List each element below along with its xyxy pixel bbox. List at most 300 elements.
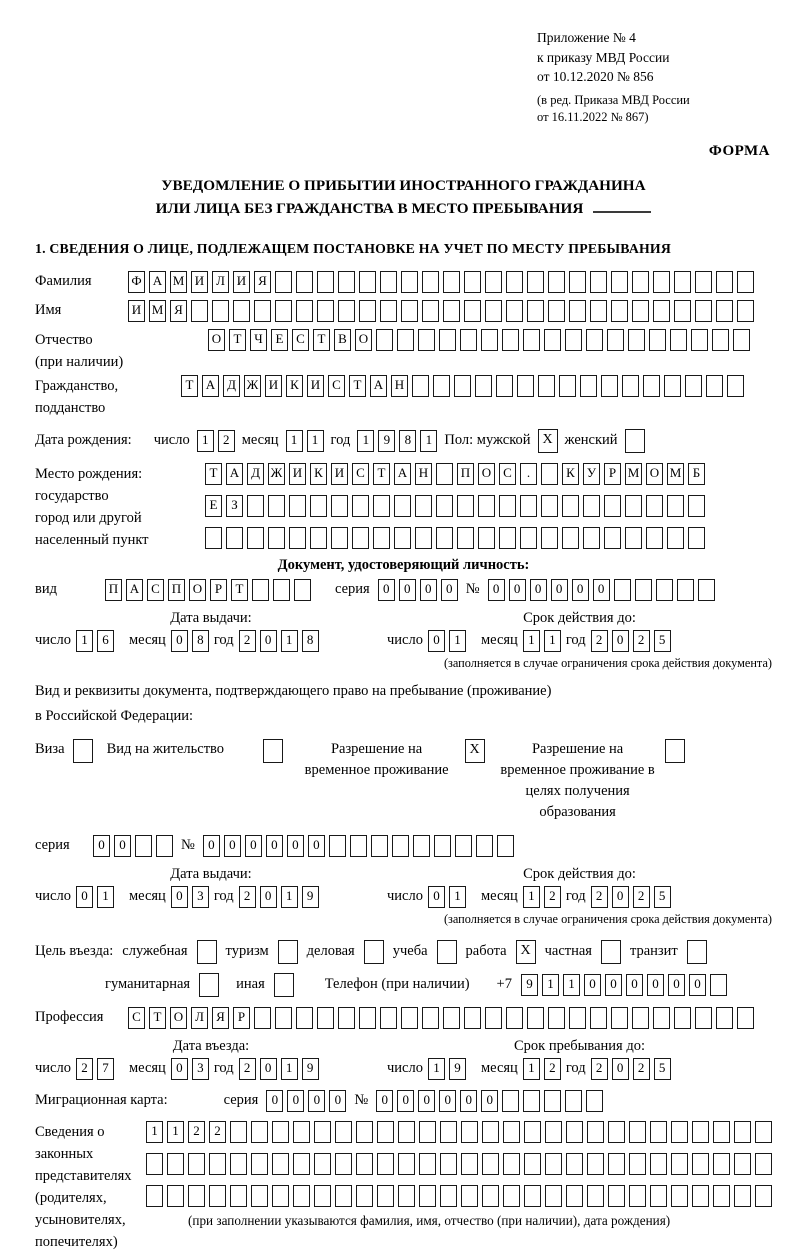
char-cell[interactable]: 1 (420, 430, 437, 452)
char-cell[interactable] (499, 495, 516, 517)
char-cell[interactable]: Р (604, 463, 621, 485)
char-cell[interactable]: М (149, 300, 166, 322)
char-cell[interactable] (565, 329, 582, 351)
char-cell[interactable] (475, 375, 492, 397)
char-cell[interactable]: 0 (420, 579, 437, 601)
char-cell[interactable]: 2 (633, 630, 650, 652)
char-cell[interactable] (755, 1153, 772, 1175)
patronymic-input[interactable] (208, 329, 750, 351)
char-cell[interactable]: 3 (192, 1058, 209, 1080)
char-cell[interactable]: С (352, 463, 369, 485)
char-cell[interactable] (586, 1090, 603, 1112)
char-cell[interactable] (566, 1153, 583, 1175)
char-cell[interactable]: 0 (266, 1090, 283, 1112)
char-cell[interactable]: 2 (239, 886, 256, 908)
char-cell[interactable]: 2 (209, 1121, 226, 1143)
char-cell[interactable]: О (646, 463, 663, 485)
char-cell[interactable] (289, 495, 306, 517)
char-cell[interactable]: Ф (128, 271, 145, 293)
char-cell[interactable] (653, 1007, 670, 1029)
char-cell[interactable]: Р (233, 1007, 250, 1029)
char-cell[interactable] (412, 375, 429, 397)
char-cell[interactable] (692, 1185, 709, 1207)
char-cell[interactable] (392, 835, 409, 857)
char-cell[interactable]: 1 (428, 1058, 445, 1080)
res-issue-month-input[interactable] (171, 886, 209, 908)
char-cell[interactable] (527, 300, 544, 322)
entry-day-input[interactable] (76, 1058, 114, 1080)
char-cell[interactable] (755, 1121, 772, 1143)
char-cell[interactable] (439, 329, 456, 351)
char-cell[interactable] (296, 271, 313, 293)
char-cell[interactable]: 1 (281, 1058, 298, 1080)
res-issue-day-input[interactable] (76, 886, 114, 908)
char-cell[interactable] (506, 1007, 523, 1029)
char-cell[interactable] (629, 1153, 646, 1175)
char-cell[interactable] (356, 1121, 373, 1143)
char-cell[interactable] (377, 1121, 394, 1143)
char-cell[interactable]: 9 (302, 1058, 319, 1080)
char-cell[interactable]: Р (210, 579, 227, 601)
char-cell[interactable]: Я (212, 1007, 229, 1029)
char-cell[interactable] (329, 835, 346, 857)
char-cell[interactable] (590, 300, 607, 322)
char-cell[interactable] (356, 1153, 373, 1175)
char-cell[interactable]: О (189, 579, 206, 601)
char-cell[interactable] (653, 271, 670, 293)
char-cell[interactable]: 2 (633, 886, 650, 908)
char-cell[interactable] (418, 329, 435, 351)
char-cell[interactable]: И (191, 271, 208, 293)
char-cell[interactable] (422, 300, 439, 322)
char-cell[interactable] (376, 329, 393, 351)
birthplace-input-line2[interactable] (205, 495, 705, 517)
char-cell[interactable]: 0 (530, 579, 547, 601)
char-cell[interactable] (583, 527, 600, 549)
char-cell[interactable] (401, 1007, 418, 1029)
char-cell[interactable] (503, 1153, 520, 1175)
gender-female-checkbox[interactable] (625, 429, 645, 453)
char-cell[interactable]: Е (205, 495, 222, 517)
char-cell[interactable]: 9 (449, 1058, 466, 1080)
profession-input[interactable] (128, 1007, 754, 1029)
char-cell[interactable] (569, 1007, 586, 1029)
char-cell[interactable]: С (292, 329, 309, 351)
birth-year-input[interactable] (357, 430, 437, 452)
char-cell[interactable]: С (128, 1007, 145, 1029)
char-cell[interactable] (713, 1185, 730, 1207)
char-cell[interactable] (230, 1121, 247, 1143)
char-cell[interactable] (497, 835, 514, 857)
char-cell[interactable] (272, 1153, 289, 1175)
char-cell[interactable] (482, 1121, 499, 1143)
char-cell[interactable]: С (147, 579, 164, 601)
representatives-input-line3[interactable] (146, 1185, 772, 1207)
char-cell[interactable] (737, 271, 754, 293)
char-cell[interactable] (464, 300, 481, 322)
doc-expiry-year-input[interactable] (591, 630, 671, 652)
char-cell[interactable] (611, 300, 628, 322)
char-cell[interactable] (604, 527, 621, 549)
char-cell[interactable] (135, 835, 152, 857)
char-cell[interactable] (587, 1121, 604, 1143)
char-cell[interactable] (317, 300, 334, 322)
char-cell[interactable] (650, 1153, 667, 1175)
char-cell[interactable]: 2 (591, 886, 608, 908)
char-cell[interactable]: 1 (523, 886, 540, 908)
purpose-private-checkbox[interactable] (601, 940, 621, 964)
gender-male-checkbox[interactable]: X (538, 429, 558, 453)
char-cell[interactable] (586, 329, 603, 351)
char-cell[interactable] (146, 1185, 163, 1207)
char-cell[interactable] (566, 1121, 583, 1143)
char-cell[interactable]: 0 (460, 1090, 477, 1112)
char-cell[interactable] (251, 1153, 268, 1175)
char-cell[interactable] (275, 300, 292, 322)
char-cell[interactable] (604, 495, 621, 517)
char-cell[interactable] (440, 1185, 457, 1207)
char-cell[interactable]: 2 (218, 430, 235, 452)
char-cell[interactable] (209, 1185, 226, 1207)
char-cell[interactable] (737, 1007, 754, 1029)
char-cell[interactable] (251, 1185, 268, 1207)
doc-series-input[interactable] (378, 579, 458, 601)
char-cell[interactable] (314, 1153, 331, 1175)
char-cell[interactable] (502, 1090, 519, 1112)
char-cell[interactable]: 0 (428, 886, 445, 908)
char-cell[interactable] (455, 835, 472, 857)
char-cell[interactable] (565, 1090, 582, 1112)
char-cell[interactable] (713, 1121, 730, 1143)
purpose-work-checkbox[interactable]: X (516, 940, 536, 964)
char-cell[interactable]: 0 (329, 1090, 346, 1112)
char-cell[interactable] (674, 1007, 691, 1029)
char-cell[interactable] (338, 1007, 355, 1029)
char-cell[interactable] (548, 300, 565, 322)
char-cell[interactable]: Е (271, 329, 288, 351)
char-cell[interactable] (273, 579, 290, 601)
char-cell[interactable] (377, 1153, 394, 1175)
char-cell[interactable]: 0 (260, 630, 277, 652)
char-cell[interactable] (629, 1121, 646, 1143)
char-cell[interactable]: 2 (239, 630, 256, 652)
char-cell[interactable] (656, 579, 673, 601)
char-cell[interactable] (443, 271, 460, 293)
char-cell[interactable]: 0 (114, 835, 131, 857)
char-cell[interactable] (293, 1121, 310, 1143)
char-cell[interactable] (503, 1185, 520, 1207)
doc-issue-month-input[interactable] (171, 630, 209, 652)
res-number-input[interactable] (203, 835, 514, 857)
char-cell[interactable]: 0 (399, 579, 416, 601)
char-cell[interactable] (419, 1121, 436, 1143)
purpose-humanitarian-checkbox[interactable] (199, 973, 219, 997)
char-cell[interactable] (737, 300, 754, 322)
char-cell[interactable]: 5 (654, 886, 671, 908)
char-cell[interactable] (506, 271, 523, 293)
char-cell[interactable] (352, 527, 369, 549)
visa-checkbox[interactable] (73, 739, 93, 763)
char-cell[interactable]: 1 (197, 430, 214, 452)
char-cell[interactable]: 0 (171, 886, 188, 908)
char-cell[interactable]: С (499, 463, 516, 485)
char-cell[interactable] (422, 271, 439, 293)
mc-number-input[interactable] (376, 1090, 603, 1112)
char-cell[interactable] (524, 1185, 541, 1207)
char-cell[interactable] (755, 1185, 772, 1207)
char-cell[interactable] (338, 300, 355, 322)
char-cell[interactable] (688, 527, 705, 549)
char-cell[interactable] (373, 495, 390, 517)
char-cell[interactable]: 0 (647, 974, 664, 996)
char-cell[interactable]: Т (229, 329, 246, 351)
char-cell[interactable] (632, 271, 649, 293)
purpose-tourism-checkbox[interactable] (278, 940, 298, 964)
char-cell[interactable]: 0 (245, 835, 262, 857)
char-cell[interactable] (548, 1007, 565, 1029)
char-cell[interactable] (478, 527, 495, 549)
char-cell[interactable] (541, 463, 558, 485)
char-cell[interactable]: 1 (286, 430, 303, 452)
char-cell[interactable]: Н (415, 463, 432, 485)
char-cell[interactable]: Л (212, 271, 229, 293)
temp-residence-edu-checkbox[interactable] (665, 739, 685, 763)
stay-month-input[interactable] (523, 1058, 561, 1080)
char-cell[interactable] (436, 495, 453, 517)
char-cell[interactable] (734, 1185, 751, 1207)
char-cell[interactable] (461, 1185, 478, 1207)
char-cell[interactable]: Т (149, 1007, 166, 1029)
char-cell[interactable] (625, 527, 642, 549)
char-cell[interactable] (167, 1153, 184, 1175)
char-cell[interactable]: 6 (97, 630, 114, 652)
char-cell[interactable] (524, 1121, 541, 1143)
char-cell[interactable] (685, 375, 702, 397)
char-cell[interactable] (727, 375, 744, 397)
char-cell[interactable]: 5 (654, 1058, 671, 1080)
char-cell[interactable]: 1 (357, 430, 374, 452)
char-cell[interactable] (562, 527, 579, 549)
char-cell[interactable]: 0 (76, 886, 93, 908)
res-issue-year-input[interactable] (239, 886, 319, 908)
char-cell[interactable]: 0 (439, 1090, 456, 1112)
char-cell[interactable] (712, 329, 729, 351)
char-cell[interactable] (230, 1153, 247, 1175)
char-cell[interactable] (212, 300, 229, 322)
char-cell[interactable]: 0 (203, 835, 220, 857)
char-cell[interactable]: 3 (192, 886, 209, 908)
char-cell[interactable]: П (457, 463, 474, 485)
char-cell[interactable] (317, 1007, 334, 1029)
char-cell[interactable]: К (310, 463, 327, 485)
doc-kind-input[interactable] (105, 579, 311, 601)
char-cell[interactable] (310, 495, 327, 517)
char-cell[interactable]: 2 (544, 1058, 561, 1080)
char-cell[interactable] (338, 271, 355, 293)
char-cell[interactable]: 0 (418, 1090, 435, 1112)
char-cell[interactable]: Н (391, 375, 408, 397)
char-cell[interactable] (674, 300, 691, 322)
char-cell[interactable] (352, 495, 369, 517)
char-cell[interactable]: И (289, 463, 306, 485)
char-cell[interactable] (692, 1121, 709, 1143)
doc-number-input[interactable] (488, 579, 715, 601)
char-cell[interactable] (188, 1185, 205, 1207)
char-cell[interactable] (523, 329, 540, 351)
char-cell[interactable]: И (307, 375, 324, 397)
char-cell[interactable]: 0 (668, 974, 685, 996)
char-cell[interactable] (628, 329, 645, 351)
char-cell[interactable] (401, 271, 418, 293)
char-cell[interactable] (436, 463, 453, 485)
char-cell[interactable]: И (128, 300, 145, 322)
char-cell[interactable]: 1 (167, 1121, 184, 1143)
char-cell[interactable]: К (286, 375, 303, 397)
char-cell[interactable] (608, 1153, 625, 1175)
res-series-input[interactable] (93, 835, 173, 857)
purpose-commercial-checkbox[interactable] (364, 940, 384, 964)
char-cell[interactable]: 7 (97, 1058, 114, 1080)
char-cell[interactable] (583, 495, 600, 517)
char-cell[interactable] (146, 1153, 163, 1175)
char-cell[interactable] (314, 1185, 331, 1207)
char-cell[interactable] (419, 1153, 436, 1175)
stay-year-input[interactable] (591, 1058, 671, 1080)
char-cell[interactable]: 2 (188, 1121, 205, 1143)
char-cell[interactable]: А (370, 375, 387, 397)
char-cell[interactable] (335, 1185, 352, 1207)
char-cell[interactable] (272, 1121, 289, 1143)
char-cell[interactable]: 0 (626, 974, 643, 996)
char-cell[interactable]: А (202, 375, 219, 397)
representatives-input-line2[interactable] (146, 1153, 772, 1175)
char-cell[interactable] (398, 1121, 415, 1143)
char-cell[interactable] (380, 271, 397, 293)
char-cell[interactable]: П (105, 579, 122, 601)
doc-issue-day-input[interactable] (76, 630, 114, 652)
char-cell[interactable] (413, 835, 430, 857)
char-cell[interactable]: А (226, 463, 243, 485)
char-cell[interactable]: 1 (523, 1058, 540, 1080)
char-cell[interactable] (440, 1153, 457, 1175)
res-expiry-day-input[interactable] (428, 886, 466, 908)
char-cell[interactable]: 2 (591, 630, 608, 652)
purpose-other-checkbox[interactable] (274, 973, 294, 997)
char-cell[interactable] (713, 1153, 730, 1175)
char-cell[interactable] (649, 329, 666, 351)
char-cell[interactable] (688, 495, 705, 517)
char-cell[interactable]: 0 (441, 579, 458, 601)
char-cell[interactable]: А (149, 271, 166, 293)
char-cell[interactable]: 0 (260, 1058, 277, 1080)
char-cell[interactable] (296, 300, 313, 322)
char-cell[interactable] (524, 1153, 541, 1175)
char-cell[interactable] (440, 1121, 457, 1143)
char-cell[interactable]: 0 (378, 579, 395, 601)
char-cell[interactable] (254, 1007, 271, 1029)
char-cell[interactable] (233, 300, 250, 322)
char-cell[interactable]: С (328, 375, 345, 397)
char-cell[interactable] (541, 527, 558, 549)
char-cell[interactable] (692, 1153, 709, 1175)
char-cell[interactable] (544, 1090, 561, 1112)
res-expiry-month-input[interactable] (523, 886, 561, 908)
char-cell[interactable] (461, 1153, 478, 1175)
char-cell[interactable] (294, 579, 311, 601)
char-cell[interactable] (698, 579, 715, 601)
char-cell[interactable]: 0 (93, 835, 110, 857)
stay-day-input[interactable] (428, 1058, 466, 1080)
char-cell[interactable] (398, 1185, 415, 1207)
char-cell[interactable]: 0 (224, 835, 241, 857)
char-cell[interactable]: 1 (563, 974, 580, 996)
char-cell[interactable]: Т (349, 375, 366, 397)
char-cell[interactable] (733, 329, 750, 351)
char-cell[interactable]: Т (181, 375, 198, 397)
doc-expiry-month-input[interactable] (523, 630, 561, 652)
char-cell[interactable]: 1 (281, 886, 298, 908)
doc-expiry-day-input[interactable] (428, 630, 466, 652)
char-cell[interactable] (460, 329, 477, 351)
char-cell[interactable] (419, 1185, 436, 1207)
char-cell[interactable] (373, 527, 390, 549)
char-cell[interactable] (695, 300, 712, 322)
char-cell[interactable]: Ж (268, 463, 285, 485)
char-cell[interactable]: 1 (146, 1121, 163, 1143)
char-cell[interactable]: 0 (376, 1090, 393, 1112)
char-cell[interactable]: Ч (250, 329, 267, 351)
char-cell[interactable]: 8 (192, 630, 209, 652)
char-cell[interactable]: 0 (428, 630, 445, 652)
char-cell[interactable] (569, 300, 586, 322)
char-cell[interactable]: Л (191, 1007, 208, 1029)
char-cell[interactable]: 0 (612, 630, 629, 652)
char-cell[interactable] (716, 1007, 733, 1029)
char-cell[interactable] (335, 1121, 352, 1143)
char-cell[interactable]: У (583, 463, 600, 485)
char-cell[interactable] (590, 1007, 607, 1029)
char-cell[interactable] (622, 375, 639, 397)
char-cell[interactable]: 1 (449, 630, 466, 652)
char-cell[interactable] (443, 300, 460, 322)
char-cell[interactable]: 1 (449, 886, 466, 908)
char-cell[interactable] (706, 375, 723, 397)
char-cell[interactable]: О (355, 329, 372, 351)
char-cell[interactable] (289, 527, 306, 549)
char-cell[interactable] (331, 527, 348, 549)
residence-permit-checkbox[interactable] (263, 739, 283, 763)
char-cell[interactable] (296, 1007, 313, 1029)
char-cell[interactable] (482, 1153, 499, 1175)
char-cell[interactable] (481, 329, 498, 351)
char-cell[interactable]: 0 (612, 886, 629, 908)
char-cell[interactable] (611, 271, 628, 293)
char-cell[interactable] (559, 375, 576, 397)
char-cell[interactable]: 2 (633, 1058, 650, 1080)
char-cell[interactable] (167, 1185, 184, 1207)
char-cell[interactable]: Ж (244, 375, 261, 397)
mc-series-input[interactable] (266, 1090, 346, 1112)
char-cell[interactable] (566, 1185, 583, 1207)
char-cell[interactable] (671, 1153, 688, 1175)
char-cell[interactable] (335, 1153, 352, 1175)
char-cell[interactable] (188, 1153, 205, 1175)
char-cell[interactable] (464, 1007, 481, 1029)
char-cell[interactable] (247, 495, 264, 517)
birthplace-input-line1[interactable] (205, 463, 705, 485)
char-cell[interactable] (608, 1121, 625, 1143)
char-cell[interactable]: 0 (572, 579, 589, 601)
